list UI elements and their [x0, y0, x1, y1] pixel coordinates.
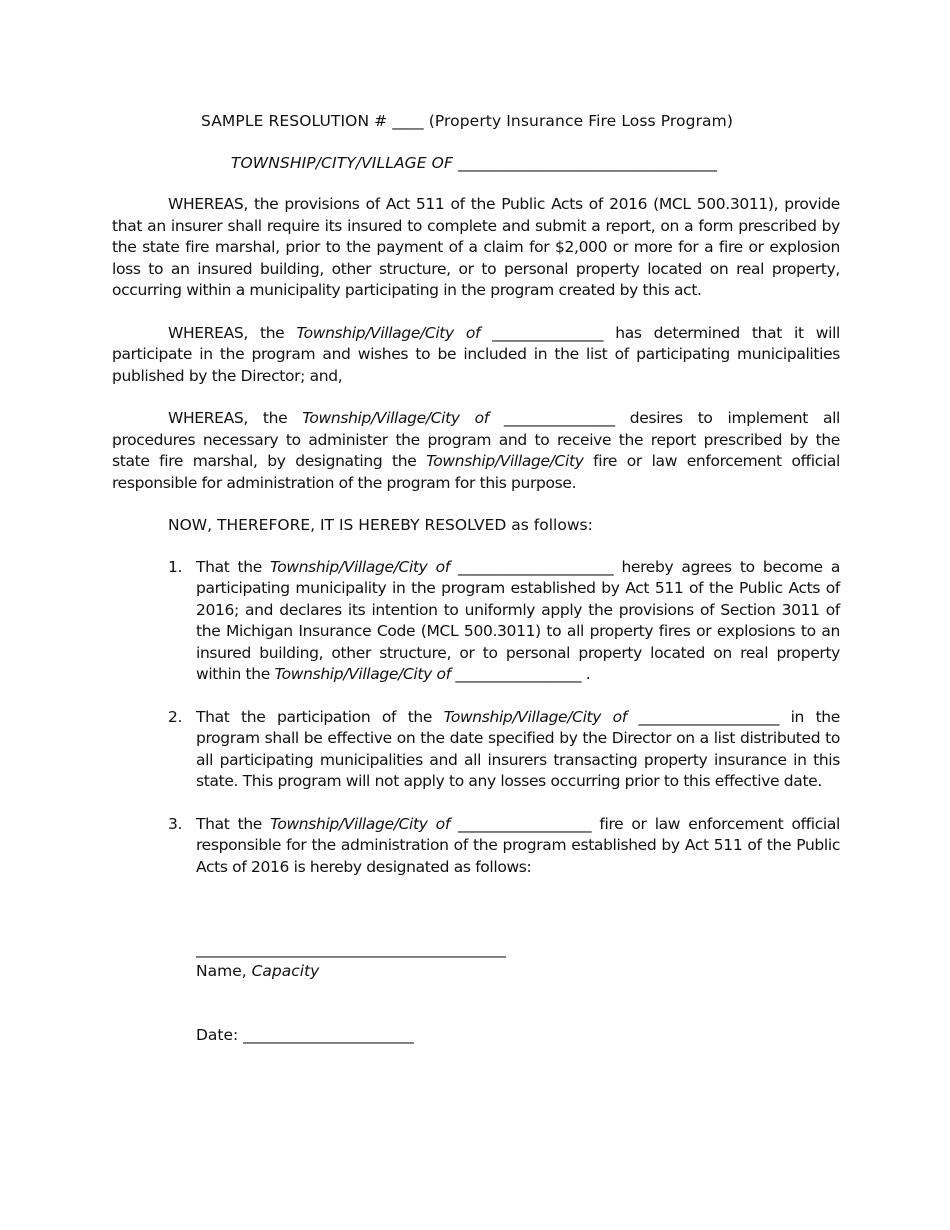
blank-field: _______________ [488, 409, 630, 427]
blank-field: __________________ [449, 814, 600, 833]
blank-field: _______________ [480, 323, 616, 342]
list-item-number: 2. [168, 707, 183, 726]
resolution-list [112, 557, 840, 879]
blank-field: ___________________ [626, 707, 791, 726]
list-item: 2. That the participation of the Township/Village/City of ___________________ in the program shall be effective on the date specified by the Director on a list distributed to all participating municipalities and all insurers transacting property insurance in this state. This program will not apply to any losses occurring prior to this effective date. [168, 707, 840, 790]
list-item-number: 3. [168, 814, 183, 833]
date-line: Date: ______________________ [196, 1026, 414, 1044]
list-item-number: 1. [168, 557, 183, 576]
signature-line: ________________________________________ [196, 940, 506, 958]
resolved-heading: NOW, THEREFORE, IT IS HEREBY RESOLVED as follows: [168, 516, 593, 534]
whereas-paragraph-2: WHEREAS, the Township/Village/City of _______________ has determined that it will participate in the program and wishes to be included in the list of participating municipalities published by the Director; and, [112, 323, 840, 385]
signature-block [196, 938, 840, 1046]
list-item: 3. That the Township/Village/City of __________________ fire or law enforcement official responsible for the administration of the program established by Act 511 of the Public Acts of 2016 is hereby designated as follows: [168, 814, 840, 876]
whereas-paragraph-3: WHEREAS, the Township/Village/City of _______________ desires to implement all procedures necessary to administer the program and to receive the report prescribed by the state fire marshal, by designating the Township/Village/City fire or law enforcement official responsible for administration of the program for this purpose. [112, 409, 841, 492]
whereas-paragraph-1: WHEREAS, the provisions of Act 511 of the Public Acts of 2016 (MCL 500.3011), provide that an insurer shall require its insured to complete and submit a report, on a form prescribed by the state fire marshal, prior to the payment of a claim for $2,000 or more for a fire or explosion loss to an insured building, other structure, or to personal property located on real property, occurring within a municipality participating in the program created by this act. [112, 195, 840, 299]
document-subtitle: TOWNSHIP/CITY/VILLAGE OF _________________________________ [230, 154, 718, 172]
document-title: SAMPLE RESOLUTION # ____ (Property Insurance Fire Loss Program) [200, 112, 733, 130]
name-capacity-label: Name, Capacity [196, 962, 320, 980]
resolution-document [112, 110, 840, 1046]
list-item: 1. That the Township/Village/City of _____________________ hereby agrees to become a participating municipality in the program established by Act 511 of the Public Acts of 2016; and declares its intention to uniformly apply the provisions of Section 3011 of the Michigan Insurance Code (MCL 500.3011) to all property fires or explosions to an insured building, other structure, or to personal property located on real property within the Township/Village/City of _________________ . [168, 557, 840, 683]
blank-field: _____________________ [449, 557, 622, 576]
